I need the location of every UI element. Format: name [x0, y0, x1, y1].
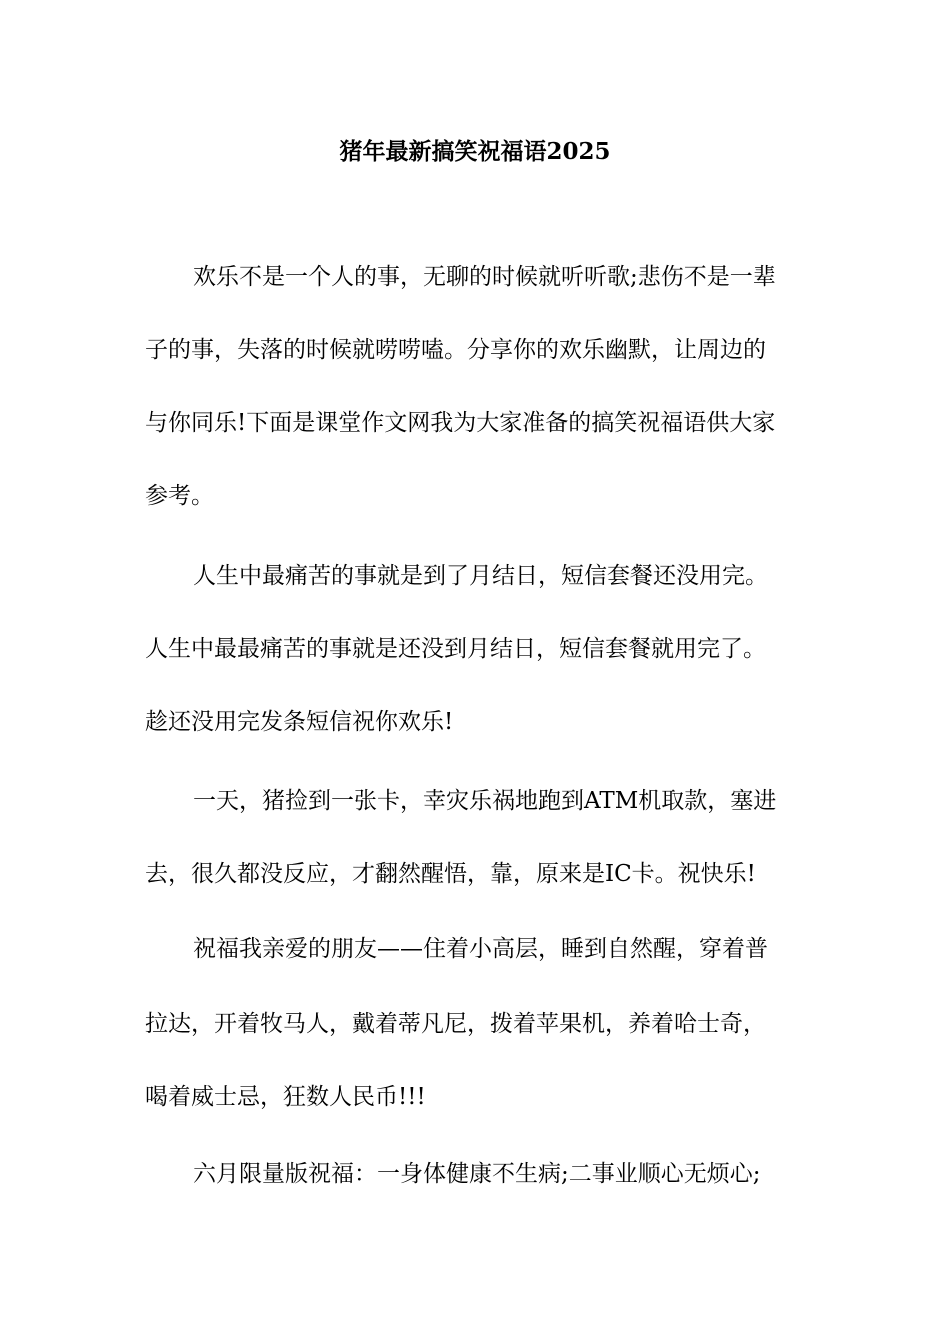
paragraph-line: 拉达，开着牧马人，戴着蒂凡尼，拨着苹果机，养着哈士奇，: [145, 1011, 766, 1037]
paragraph-line: 喝着威士忌，狂数人民币!!!: [145, 1084, 426, 1110]
paragraph-line: 子的事，失落的时候就唠唠嗑。分享你的欢乐幽默，让周边的: [145, 337, 766, 363]
paragraph-line: 人生中最痛苦的事就是到了月结日，短信套餐还没用完。: [193, 563, 768, 589]
paragraph-line: 去，很久都没反应，才翻然醒悟，靠，原来是IC卡。祝快乐!: [145, 861, 756, 887]
paragraph-line: 参考。: [145, 483, 214, 509]
paragraph-line: 一天，猪捡到一张卡，幸灾乐祸地跑到ATM机取款，塞进: [193, 788, 777, 814]
paragraph-line: 与你同乐!下面是课堂作文网我为大家准备的搞笑祝福语供大家: [145, 410, 776, 436]
paragraph-line: 欢乐不是一个人的事，无聊的时候就听听歌;悲伤不是一辈: [193, 264, 776, 290]
paragraph-line: 人生中最最痛苦的事就是还没到月结日，短信套餐就用完了。: [145, 636, 766, 662]
document-title: 猪年最新搞笑祝福语2025: [339, 138, 611, 165]
paragraph-line: 趁还没用完发条短信祝你欢乐!: [145, 709, 454, 735]
paragraph-line: 祝福我亲爱的朋友——住着小高层，睡到自然醒，穿着普: [193, 936, 768, 962]
paragraph-line: 六月限量版祝福：一身体健康不生病;二事业顺心无烦心;: [193, 1161, 761, 1187]
